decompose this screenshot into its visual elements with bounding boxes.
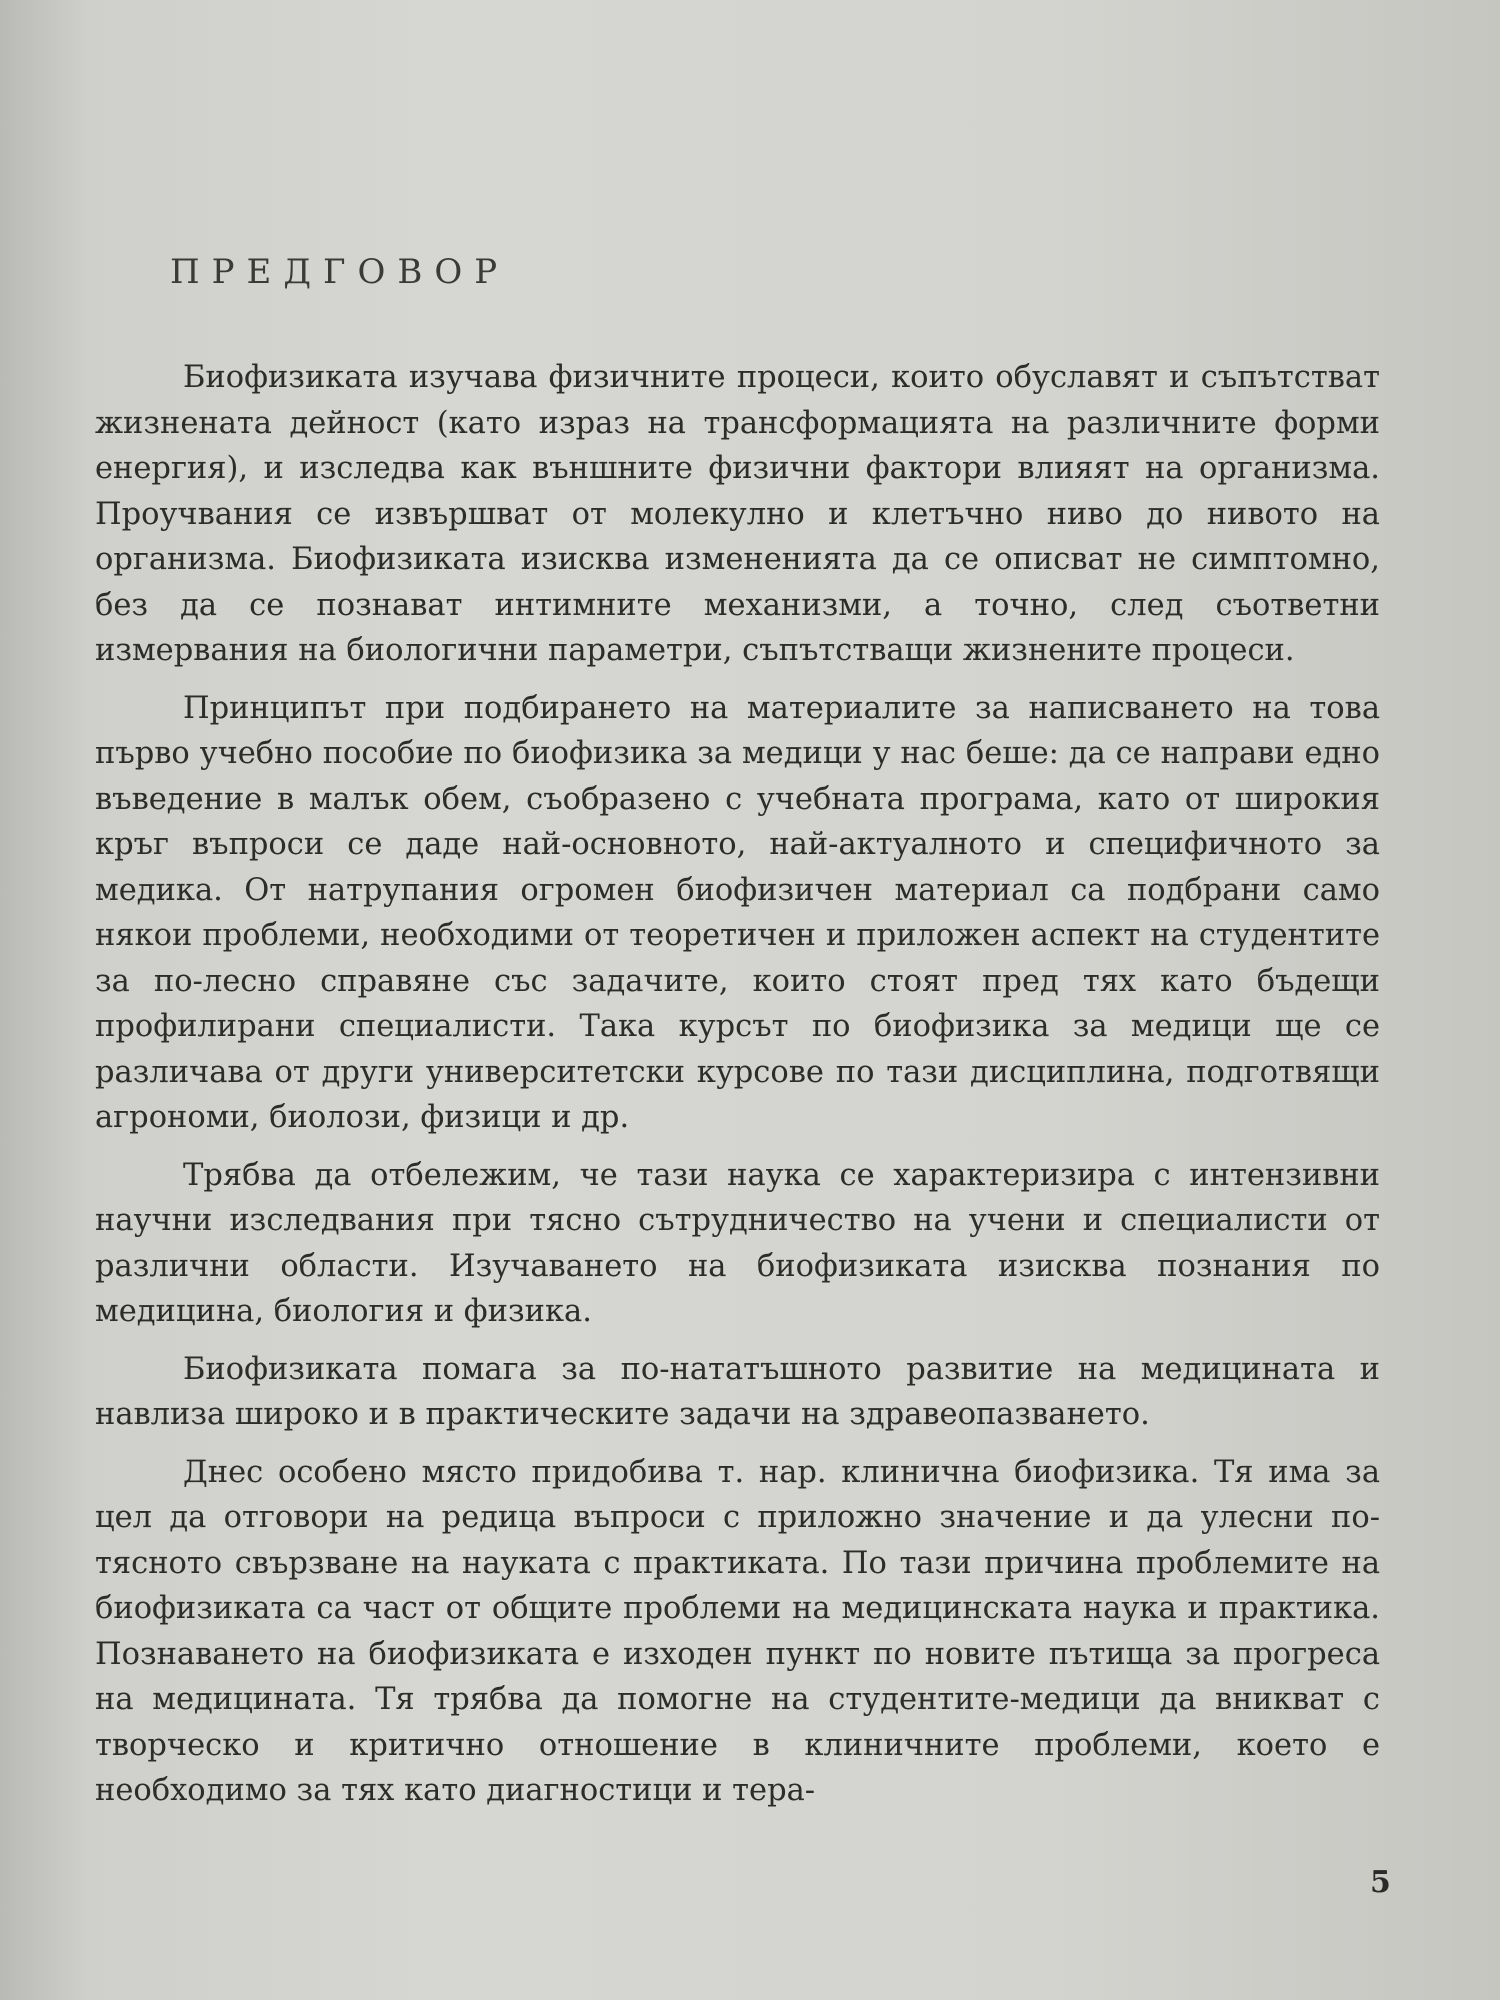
body-text bbox=[95, 355, 1380, 1826]
paragraph: Принципът при подбирането на материалите за написването на това първо учебно пособие по биофизика за медици у нас беше: да се направи едно въведение в малък обем, съобразено с учебната програма, като от широкия кръг въпроси се даде най-основното, най-актуалното и специфичното за медика. От натрупания огромен биофизичен материал са подбрани само някои проблеми, необходими от теоретичен и приложен аспект на студентите за по-лесно справяне със задачите, които стоят пред тях като бъдещи профилирани специалисти. Така курсът по биофизика за медици ще се различава от други университетски курсове по тази дисциплина, подготвящи агрономи, биолози, физици и др. bbox=[95, 690, 1380, 1135]
paragraph: Днес особено място придобива т. нар. клинична биофизика. Тя има за цел да отговори на редица въпроси с приложно значение и да улесни по-тясното свързване на науката с практиката. По тази причина проблемите на биофизиката са част от общите проблеми на медицинската наука и практика. Познаването на биофизиката е изходен пункт по новите пътища за прогреса на медицината. Тя трябва да помогне на студентите-медици да вникват с творческо и критично отношение в клиничните проблеми, което е необходимо за тях като диагностици и тера- bbox=[95, 1454, 1380, 1808]
paragraph: Трябва да отбележим, че тази наука се характеризира с интензивни научни изследвания при тясно сътрудничество на учени и специалисти от различни области. Изучаването на биофизиката изисква познания по медицина, биология и физика. bbox=[95, 1157, 1380, 1329]
paragraph: Биофизиката помага за по-нататъшното развитие на медицината и навлиза широко и в практическите задачи на здравеопазването. bbox=[95, 1351, 1380, 1432]
page-heading: ПРЕДГОВОР bbox=[170, 252, 510, 292]
page-number: 5 bbox=[1370, 1865, 1391, 1900]
paragraph: Биофизиката изучава физичните процеси, които обуславят и съпътстват жизнената дейност (като израз на трансформацията на различните форми енергия), и изследва как външните физични фактори влияят на организма. Проучвания се извършват от молекулно и клетъчно ниво до нивото на организма. Биофизиката изисква измененията да се описват не симптомно, без да се познават интимните механизми, а точно, след съответни измервания на биологични параметри, съпътстващи жизнените процеси. bbox=[95, 360, 1380, 668]
